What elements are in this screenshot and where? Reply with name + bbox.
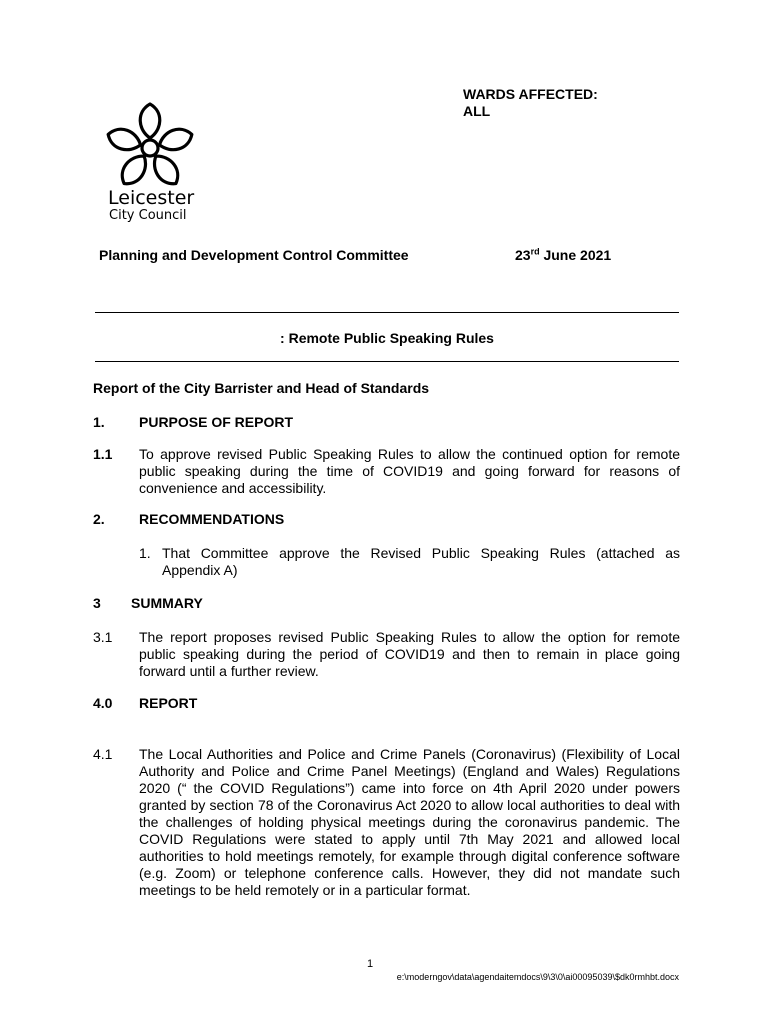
- section-1-1-number: 1.1: [93, 446, 113, 462]
- title-rule-bottom: [95, 361, 679, 362]
- section-4-1-number: 4.1: [93, 746, 113, 762]
- section-1-number: 1.: [93, 414, 105, 430]
- section-4-title: REPORT: [139, 695, 198, 711]
- report-title: : Remote Public Speaking Rules: [280, 330, 494, 346]
- page-number: 1: [366, 958, 374, 970]
- date-suffix: rd: [530, 246, 540, 257]
- section-2-number: 2.: [93, 511, 105, 527]
- section-1-title: PURPOSE OF REPORT: [139, 414, 294, 430]
- date-day: 23: [515, 247, 531, 263]
- section-3-1-text: The report proposes revised Public Speaking Rules to allow the option for remote public speaking during the period of COVID19 and then to remain in place going forward until a further review.: [139, 629, 680, 679]
- wards-affected-label: WARDS AFFECTED:: [463, 86, 598, 102]
- logo-name: Leicester: [108, 187, 195, 209]
- date-rest: June 2021: [539, 247, 612, 263]
- section-2-title: RECOMMENDATIONS: [139, 511, 285, 527]
- title-rule-top: [95, 312, 679, 313]
- wards-affected-value: ALL: [463, 103, 491, 119]
- section-4-1-text: The Local Authorities and Police and Crime Panels (Coronavirus) (Flexibility of Local Authority and Police and Crime Panel Meetings) (England and Wales) Regulations 2020 (“ the COVID Regulations”) came into force on 4th April 2020 under powers granted by section 78 of the Coronavirus Act 2020 to allow local authorities to deal with the challenges of holding physical meetings during the coronavirus pandemic. The COVID Regulations were stated to apply until 7th May 2021 and allowed local authorities to hold meetings remotely, for example through digital conference software (e.g. Zoom) or telephone conference calls. However, they did not mandate such meetings to be held remotely or in a particular format.: [139, 746, 680, 898]
- section-1-1-text: To approve revised Public Speaking Rules to allow the continued option for remote public speaking during the time of COVID19 and going forward for reasons of convenience and accessibility.: [139, 446, 680, 496]
- committee-name: Planning and Development Control Committee: [99, 247, 409, 263]
- council-logo: [100, 96, 200, 226]
- recommendation-item-text: That Committee approve the Revised Public Speaking Rules (attached as Appendix A): [162, 545, 680, 578]
- footer-file-path: e:\moderngov\data\agendaitemdocs\9\3\0\ai00095039\$dk0rmhbt.docx: [396, 972, 679, 982]
- logo-subname: City Council: [109, 208, 187, 223]
- report-author: Report of the City Barrister and Head of Standards: [93, 380, 430, 396]
- section-3-number: 3: [93, 595, 101, 611]
- meeting-date: [515, 247, 611, 264]
- section-4-number: 4.0: [93, 695, 113, 711]
- recommendation-item-number: 1.: [139, 545, 151, 561]
- section-3-title: SUMMARY: [131, 595, 203, 611]
- tudor-rose-icon: [100, 96, 200, 191]
- section-3-1-number: 3.1: [93, 629, 113, 645]
